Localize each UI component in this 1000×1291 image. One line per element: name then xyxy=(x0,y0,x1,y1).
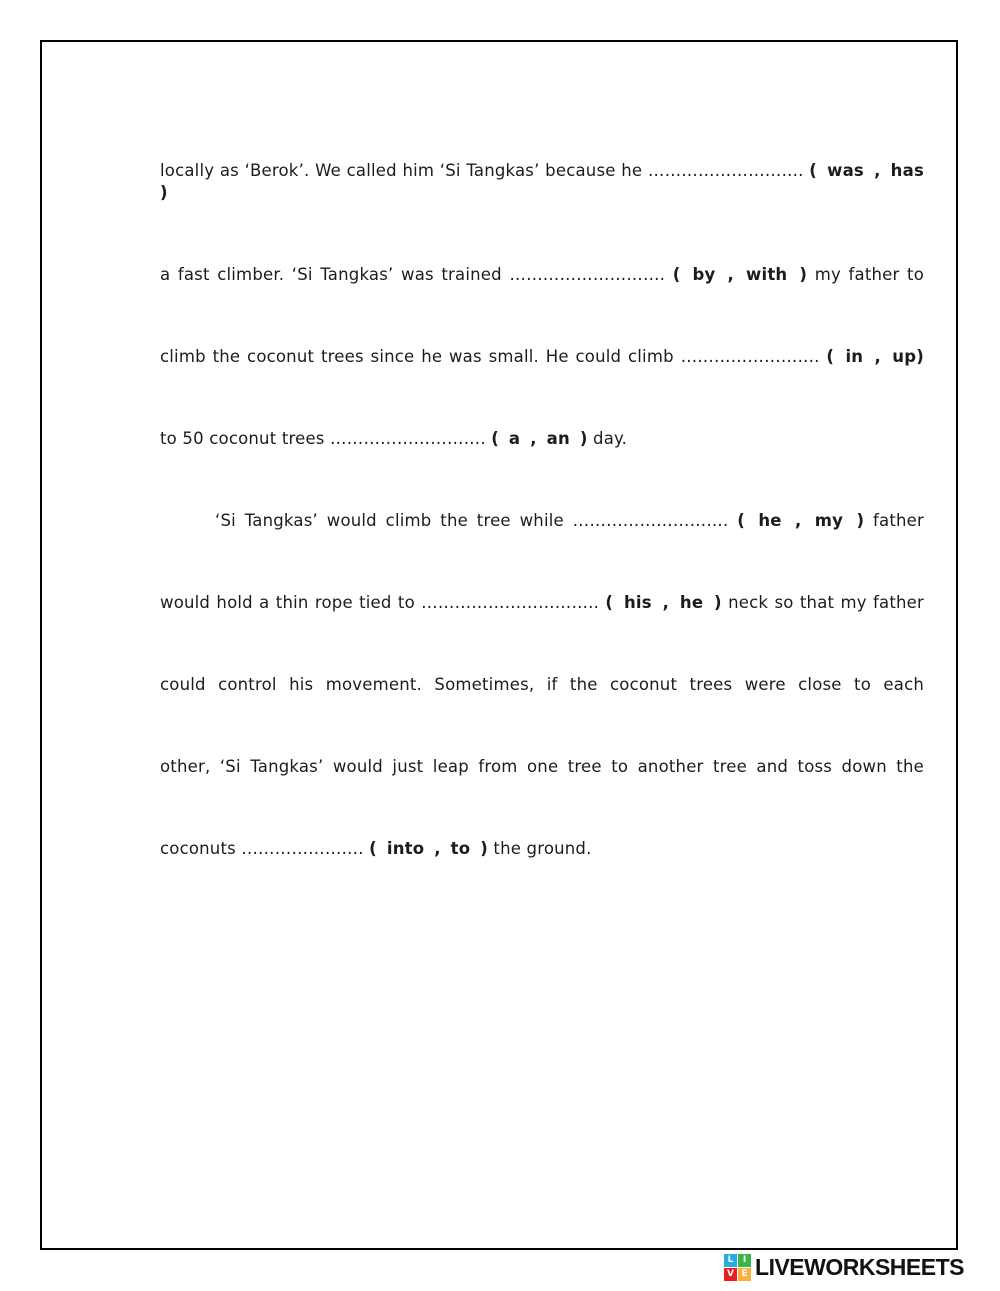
line-text: the ground. xyxy=(493,839,592,858)
worksheet-line xyxy=(160,264,924,286)
worksheet-line xyxy=(160,510,924,532)
worksheet-page-border xyxy=(40,40,958,1250)
line-text: other, ‘Si Tangkas’ would just leap from one tree to another tree and toss down the xyxy=(160,757,924,776)
worksheet-line xyxy=(160,428,924,450)
line-text: to 50 coconut trees ………………………. xyxy=(160,429,486,448)
worksheet-text-body xyxy=(160,160,924,920)
logo-square: V xyxy=(724,1268,737,1281)
worksheet-line xyxy=(160,160,924,204)
line-text: father xyxy=(873,511,924,530)
answer-choices: ( a , an ) xyxy=(491,429,588,448)
line-text: could control his movement. Sometimes, if the coconut trees were close to each xyxy=(160,675,924,694)
line-text: ‘Si Tangkas’ would climb the tree while ………………………. xyxy=(215,511,729,530)
liveworksheets-wordmark: LIVEWORKSHEETS xyxy=(755,1254,964,1280)
logo-square: I xyxy=(738,1254,751,1267)
line-text: coconuts …………………. xyxy=(160,839,364,858)
line-text: climb the coconut trees since he was small. He could climb ……………………. xyxy=(160,347,820,366)
answer-choices: ( was , has ) xyxy=(160,161,924,202)
line-text: locally as ‘Berok’. We called him ‘Si Tangkas’ because he ………………………. xyxy=(160,161,804,180)
answer-choices: ( in , up) xyxy=(826,347,925,366)
worksheet-line xyxy=(160,346,924,368)
worksheet-line xyxy=(160,838,924,860)
worksheet-line xyxy=(160,592,924,614)
liveworksheets-logo[interactable] xyxy=(724,1254,964,1281)
line-text: neck so that my father xyxy=(728,593,925,612)
logo-square: L xyxy=(724,1254,737,1267)
worksheet-line xyxy=(160,674,924,696)
logo-square: E xyxy=(738,1268,751,1281)
answer-choices: ( his , he ) xyxy=(605,593,722,612)
worksheet-line xyxy=(160,756,924,778)
answer-choices: ( he , my ) xyxy=(737,511,865,530)
liveworksheets-icon xyxy=(724,1254,751,1281)
line-text: would hold a thin rope tied to ………………………….. xyxy=(160,593,600,612)
answer-choices: ( by , with ) xyxy=(672,265,808,284)
answer-choices: ( into , to ) xyxy=(369,839,488,858)
line-text: my father to xyxy=(814,265,925,284)
line-text: day. xyxy=(593,429,628,448)
line-text: a fast climber. ‘Si Tangkas’ was trained ………………………. xyxy=(160,265,666,284)
